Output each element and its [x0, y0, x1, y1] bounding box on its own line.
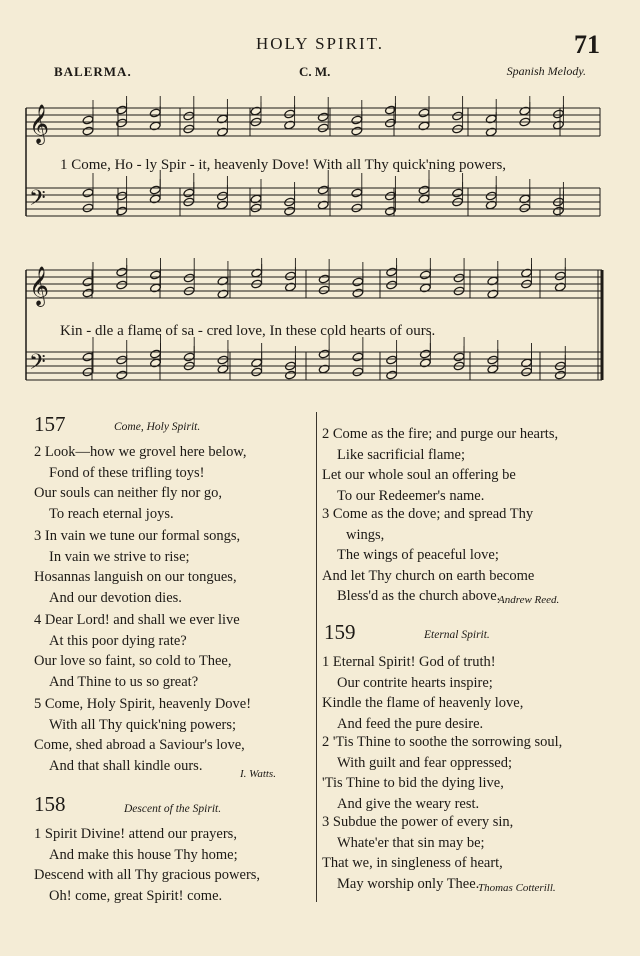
hymn-line: The wings of peaceful love; — [337, 547, 499, 563]
hymn-line: 2 Come as the fire; and purge our hearts, — [322, 426, 559, 442]
tune-source: Spanish Melody. — [506, 64, 586, 78]
hymn-line: May worship only Thee. — [337, 875, 480, 892]
hymn-line: That we, in singleness of heart, — [322, 855, 503, 871]
hymn-line: 1 Spirit Divine! attend our prayers, — [34, 826, 237, 842]
hymn-number: 158 — [34, 792, 66, 816]
hymn-157-title: Come, Holy Spirit. — [114, 421, 201, 433]
hymn-line: And our devotion dies. — [49, 589, 182, 606]
svg-text:𝄞: 𝄞 — [29, 266, 50, 306]
hymn-line: 2 'Tis Thine to soothe the sorrowing soul, — [322, 734, 563, 750]
hymn-line: Our contrite hearts inspire; — [337, 674, 493, 691]
hymn-line: 3 Come as the dove; and spread Thy — [322, 506, 534, 522]
hymn-line: Whate'er that sin may be; — [337, 834, 485, 851]
hymn-line: Kindle the flame of heavenly love, — [322, 695, 524, 711]
hymn-158-heading — [34, 792, 66, 817]
hymn-line: 1 Eternal Spirit! God of truth! — [322, 654, 496, 670]
svg-text:𝄢: 𝄢 — [29, 186, 46, 216]
hymn-157-heading — [34, 412, 66, 437]
hymn-line: 4 Dear Lord! and shall we ever live — [34, 612, 240, 628]
hymn-number: 159 — [324, 620, 356, 644]
hymn-line: Our souls can neither fly nor go, — [34, 485, 223, 501]
hymn-line: Our love so faint, so cold to Thee, — [34, 653, 232, 669]
hymn-line: At this poor dying rate? — [49, 632, 187, 649]
hymn-line: 5 Come, Holy Spirit, heavenly Dove! — [34, 696, 252, 712]
hymn-line: And let Thy church on earth become — [322, 567, 535, 584]
svg-text:𝄞: 𝄞 — [29, 104, 50, 144]
hymn-line: Hosannas languish on our tongues, — [34, 569, 237, 585]
hymn-line: Come, shed abroad a Saviour's love, — [34, 737, 245, 753]
hymn-159-heading — [324, 620, 356, 645]
hymn-line: And make this house Thy home; — [49, 846, 238, 863]
hymn-line: And Thine to us so great? — [49, 673, 199, 690]
page-number: 71 — [574, 30, 600, 59]
svg-text:𝄢: 𝄢 — [29, 350, 46, 380]
hymn-line: Fond of these trifling toys! — [49, 464, 205, 481]
tune-meter: C. M. — [299, 64, 331, 79]
column-divider — [316, 412, 317, 902]
hymn-line: Oh! come, great Spirit! come. — [49, 887, 223, 904]
tune-info — [54, 64, 586, 82]
hymn-159-author: Thomas Cotterill. — [478, 882, 556, 894]
hymn-line: 3 In vain we tune our formal songs, — [34, 528, 241, 544]
hymn-line: With all Thy quick'ning powers; — [49, 716, 237, 733]
hymn-line: To our Redeemer's name. — [337, 487, 485, 504]
hymn-line: With guilt and fear oppressed; — [337, 754, 512, 771]
hymn-line: Like sacrificial flame; — [337, 446, 466, 463]
hymn-line: wings, — [346, 526, 385, 543]
hymn-158-title: Descent of the Spirit. — [124, 803, 222, 815]
hymn-157-author: I. Watts. — [240, 768, 276, 780]
hymn-159-title: Eternal Spirit. — [424, 629, 490, 641]
hymn-line: Descend with all Thy gracious powers, — [34, 867, 261, 883]
lyrics-line-1: 1 Come, Ho - ly Spir - it, heavenly Dove! With all Thy quick'ning powers, — [60, 157, 507, 173]
hymn-line: And give the weary rest. — [337, 795, 480, 812]
hymn-line: 2 Look—how we grovel here below, — [34, 444, 247, 460]
hymn-line: To reach eternal joys. — [49, 505, 174, 522]
tune-name: BALERMA. — [54, 64, 132, 79]
hymn-158-author: Andrew Reed. — [498, 594, 560, 606]
page-title: HOLY SPIRIT. — [255, 34, 385, 53]
hymn-line: 'Tis Thine to bid the dying live, — [322, 775, 504, 791]
hymn-number: 157 — [34, 412, 66, 436]
hymn-line: Bless'd as the church above. — [337, 588, 501, 604]
hymn-line: And that shall kindle ours. — [49, 757, 203, 774]
hymn-line: Let our whole soul an offering be — [322, 467, 516, 483]
lyrics-line-2: Kin - dle a flame of sa - cred love, In these cold hearts of ours. — [60, 323, 436, 339]
hymn-line: In vain we strive to rise; — [49, 548, 190, 565]
hymn-line: 3 Subdue the power of every sin, — [322, 814, 514, 830]
hymn-line: And feed the pure desire. — [337, 715, 484, 732]
